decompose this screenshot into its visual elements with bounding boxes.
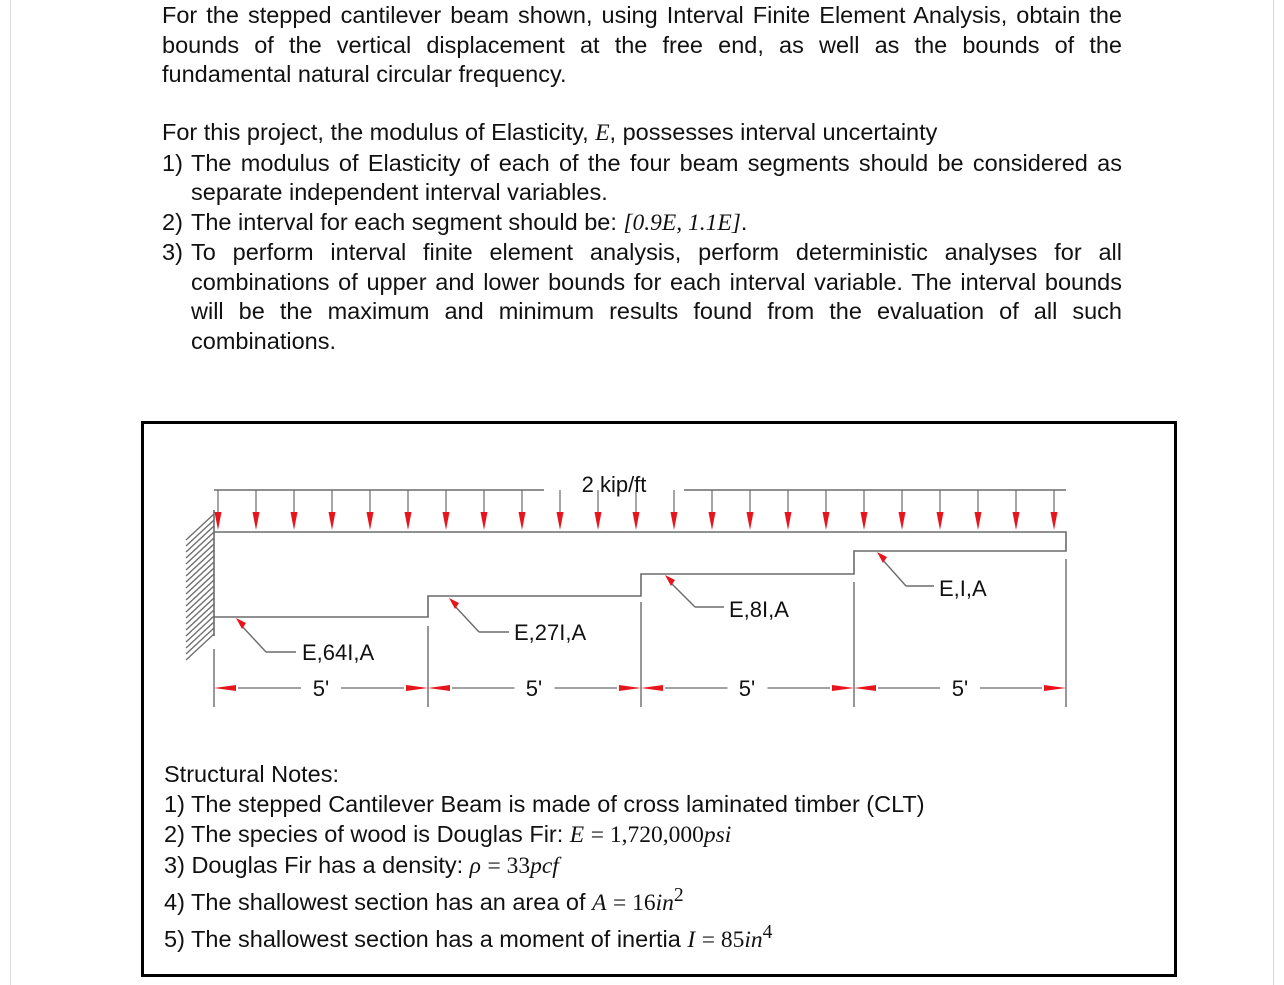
load-arrow: [557, 490, 564, 530]
dimension-arrowhead: [214, 685, 236, 691]
load-arrow: [405, 490, 412, 530]
load-arrow: [443, 490, 450, 530]
segment-label-2: E,27I,A: [514, 620, 587, 645]
dimension-lines: [214, 685, 1066, 691]
dimension-arrowhead: [428, 685, 450, 691]
note-3: 3) Douglas Fir has a density: ρ = 33pcf: [164, 852, 559, 879]
note-5: 5) The shallowest section has a moment of inertia $I = 85in^4$: [164, 921, 773, 953]
load-arrow: [519, 490, 526, 530]
note-1: 1) The stepped Cantilever Beam is made of cross laminated timber (CLT): [164, 791, 925, 817]
load-arrow: [1051, 490, 1058, 530]
project-item-3: 3) To perform interval finite element analysis, perform deterministic analyses for all combinations of upper and lower bounds for each interval variable. The interval bounds will be the maximum and minimum results found from the evaluation of all such combinations.: [162, 239, 1122, 354]
page-edge-left: [10, 0, 11, 985]
leader-arrowhead-2: [449, 598, 459, 609]
project-description: [162, 118, 1122, 356]
load-arrow: [1013, 490, 1020, 530]
project-item-1: 1) The modulus of Elasticity of each of the four beam segments should be considered as separate independent interval variables.: [162, 149, 1122, 205]
notes-title: Structural Notes:: [164, 761, 340, 787]
segment-leader-3: [665, 575, 724, 607]
load-arrow: [367, 490, 374, 530]
load-label: 2 kip/ft: [581, 472, 647, 497]
structural-notes: [164, 759, 925, 955]
load-arrow: [215, 490, 222, 530]
segment-leader-4: [877, 552, 934, 586]
beam-outline: [214, 532, 1066, 617]
note-4: 4) The shallowest section has an area of $A = 16in^2$: [164, 885, 684, 916]
load-arrow: [861, 490, 868, 530]
segment-leader-2: [449, 598, 509, 632]
load-arrow: [785, 490, 792, 530]
dimension-arrowhead: [406, 685, 428, 691]
load-arrow: [937, 490, 944, 530]
fixed-support-hatch: [186, 514, 214, 660]
figure-frame: [141, 421, 1177, 977]
load-arrow: [329, 490, 336, 530]
load-arrow: [709, 490, 716, 530]
span-label-3: 5': [738, 676, 756, 701]
dimension-arrowhead: [854, 685, 876, 691]
segment-leader-1: [236, 618, 296, 652]
dimension-arrowhead: [1044, 685, 1066, 691]
leader-arrowhead-3: [665, 575, 675, 586]
leader-arrowhead-4: [877, 552, 887, 563]
span-label-1: 5': [312, 676, 330, 701]
load-arrow: [671, 490, 678, 530]
project-item-2: 2) The interval for each segment should be: [0.9E, 1.1E].: [162, 208, 748, 236]
segment-label-1: E,64I,A: [302, 640, 375, 665]
leader-arrowhead-1: [236, 618, 246, 629]
segment-label-3: E,8I,A: [729, 597, 789, 622]
load-arrow: [899, 490, 906, 530]
segment-label-4: E,I,A: [939, 576, 987, 601]
note-2: 2) The species of wood is Douglas Fir: E = 1,720,000psi: [164, 821, 732, 848]
load-arrow: [747, 490, 754, 530]
beam-diagram: [144, 424, 1174, 764]
load-arrow: [481, 490, 488, 530]
project-lead: For this project, the modulus of Elasticity, E, possesses interval uncertainty: [162, 119, 938, 146]
span-label-2: 5': [525, 676, 543, 701]
load-arrow: [253, 490, 260, 530]
dimension-arrowhead: [641, 685, 663, 691]
page-edge-right: [1273, 0, 1274, 985]
load-arrow: [291, 490, 298, 530]
load-arrow: [823, 490, 830, 530]
load-arrow: [975, 490, 982, 530]
dimension-arrowhead: [619, 685, 641, 691]
dimension-arrowhead: [832, 685, 854, 691]
span-label-4: 5': [951, 676, 969, 701]
problem-statement: For the stepped cantilever beam shown, using Interval Finite Element Analysis, obtain the bounds of the vertical displacement at the free end, as well as the bounds of the fundamental natural circular frequency.: [162, 2, 1122, 87]
